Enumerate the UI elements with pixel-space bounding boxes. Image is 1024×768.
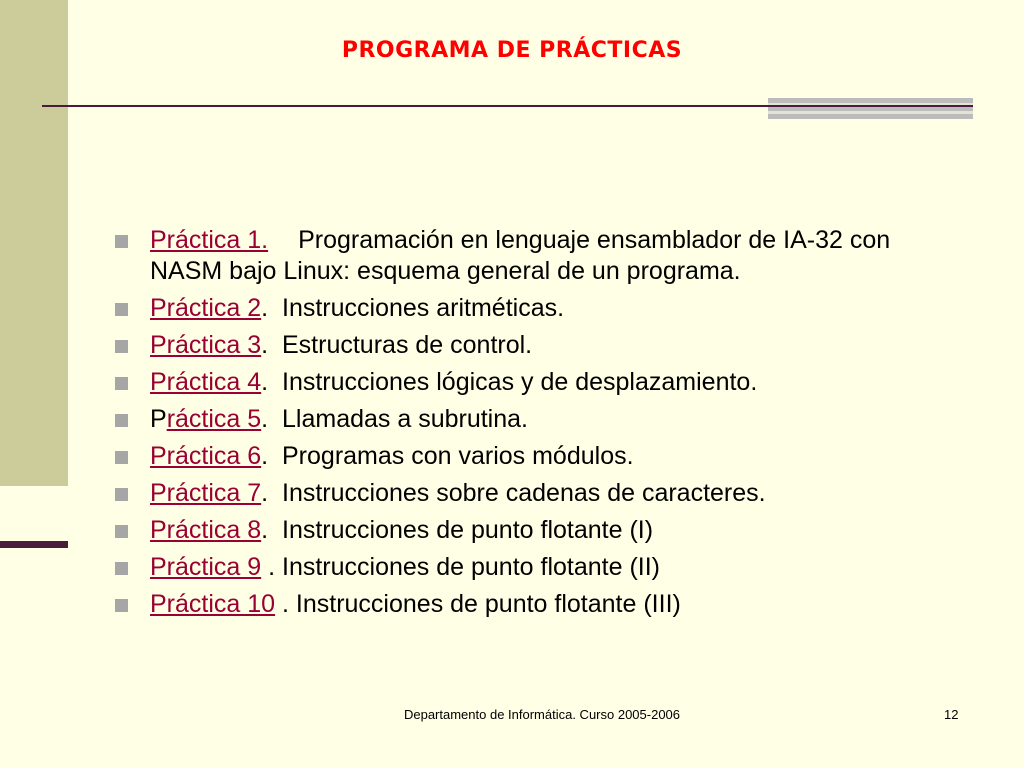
square-bullet-icon bbox=[115, 377, 128, 390]
practica-6-text: . Programas con varios módulos. bbox=[261, 442, 634, 470]
practica-4-link[interactable]: Práctica 4 bbox=[150, 368, 262, 396]
practica-10-link[interactable]: Práctica 10 bbox=[150, 590, 276, 618]
practica-2-link[interactable]: Práctica 2 bbox=[150, 294, 262, 322]
left-decorative-band bbox=[0, 0, 68, 486]
practica-3-text: . Estructuras de control. bbox=[261, 331, 533, 359]
practica-9-text: . Instrucciones de punto flotante (II) bbox=[261, 553, 660, 581]
practica-8-link[interactable]: Práctica 8 bbox=[150, 516, 262, 544]
list-item-practica-1 bbox=[110, 225, 940, 287]
square-bullet-icon bbox=[115, 599, 128, 612]
practica-1-link[interactable]: Práctica 1. bbox=[150, 226, 269, 254]
slide-title: PROGRAMA DE PRÁCTICAS bbox=[341, 38, 683, 63]
practica-5-prefix: P bbox=[150, 405, 167, 433]
practica-4-text: . Instrucciones lógicas y de desplazamiento. bbox=[261, 368, 758, 396]
practica-3-link[interactable]: Práctica 3 bbox=[150, 331, 262, 359]
square-bullet-icon bbox=[115, 414, 128, 427]
square-bullet-icon bbox=[115, 451, 128, 464]
practicas-list bbox=[110, 225, 940, 626]
list-item-practica-10 bbox=[110, 589, 940, 620]
practica-5-text: . Llamadas a subrutina. bbox=[261, 405, 528, 433]
practica-5-link[interactable]: ráctica 5 bbox=[166, 405, 262, 433]
practica-2-text: . Instrucciones aritméticas. bbox=[261, 294, 565, 322]
list-item-practica-4 bbox=[110, 367, 940, 398]
square-bullet-icon bbox=[115, 303, 128, 316]
practica-1-text: Programación en lenguaje ensamblador de IA-32 con NASM bajo Linux: esquema general de un programa. bbox=[150, 226, 891, 285]
practica-7-link[interactable]: Práctica 7 bbox=[150, 479, 262, 507]
page-number: 12 bbox=[944, 707, 959, 722]
left-accent-bar bbox=[0, 541, 68, 548]
practica-10-text: . Instrucciones de punto flotante (III) bbox=[275, 590, 681, 618]
list-item-practica-8 bbox=[110, 515, 940, 546]
title-divider-block bbox=[768, 98, 973, 119]
square-bullet-icon bbox=[115, 525, 128, 538]
slide-footer: Departamento de Informática. Curso 2005-2006 bbox=[403, 707, 681, 722]
square-bullet-icon bbox=[115, 562, 128, 575]
square-bullet-icon bbox=[115, 340, 128, 353]
practica-9-link[interactable]: Práctica 9 bbox=[150, 553, 262, 581]
list-item-practica-5 bbox=[110, 404, 940, 435]
list-item-practica-3 bbox=[110, 330, 940, 361]
list-item-practica-9 bbox=[110, 552, 940, 583]
list-item-practica-7 bbox=[110, 478, 940, 509]
practica-8-text: . Instrucciones de punto flotante (I) bbox=[261, 516, 654, 544]
practica-6-link[interactable]: Práctica 6 bbox=[150, 442, 262, 470]
list-item-practica-2 bbox=[110, 293, 940, 324]
practica-7-text: . Instrucciones sobre cadenas de caracteres. bbox=[261, 479, 766, 507]
list-item-practica-6 bbox=[110, 441, 940, 472]
square-bullet-icon bbox=[115, 235, 128, 248]
square-bullet-icon bbox=[115, 488, 128, 501]
